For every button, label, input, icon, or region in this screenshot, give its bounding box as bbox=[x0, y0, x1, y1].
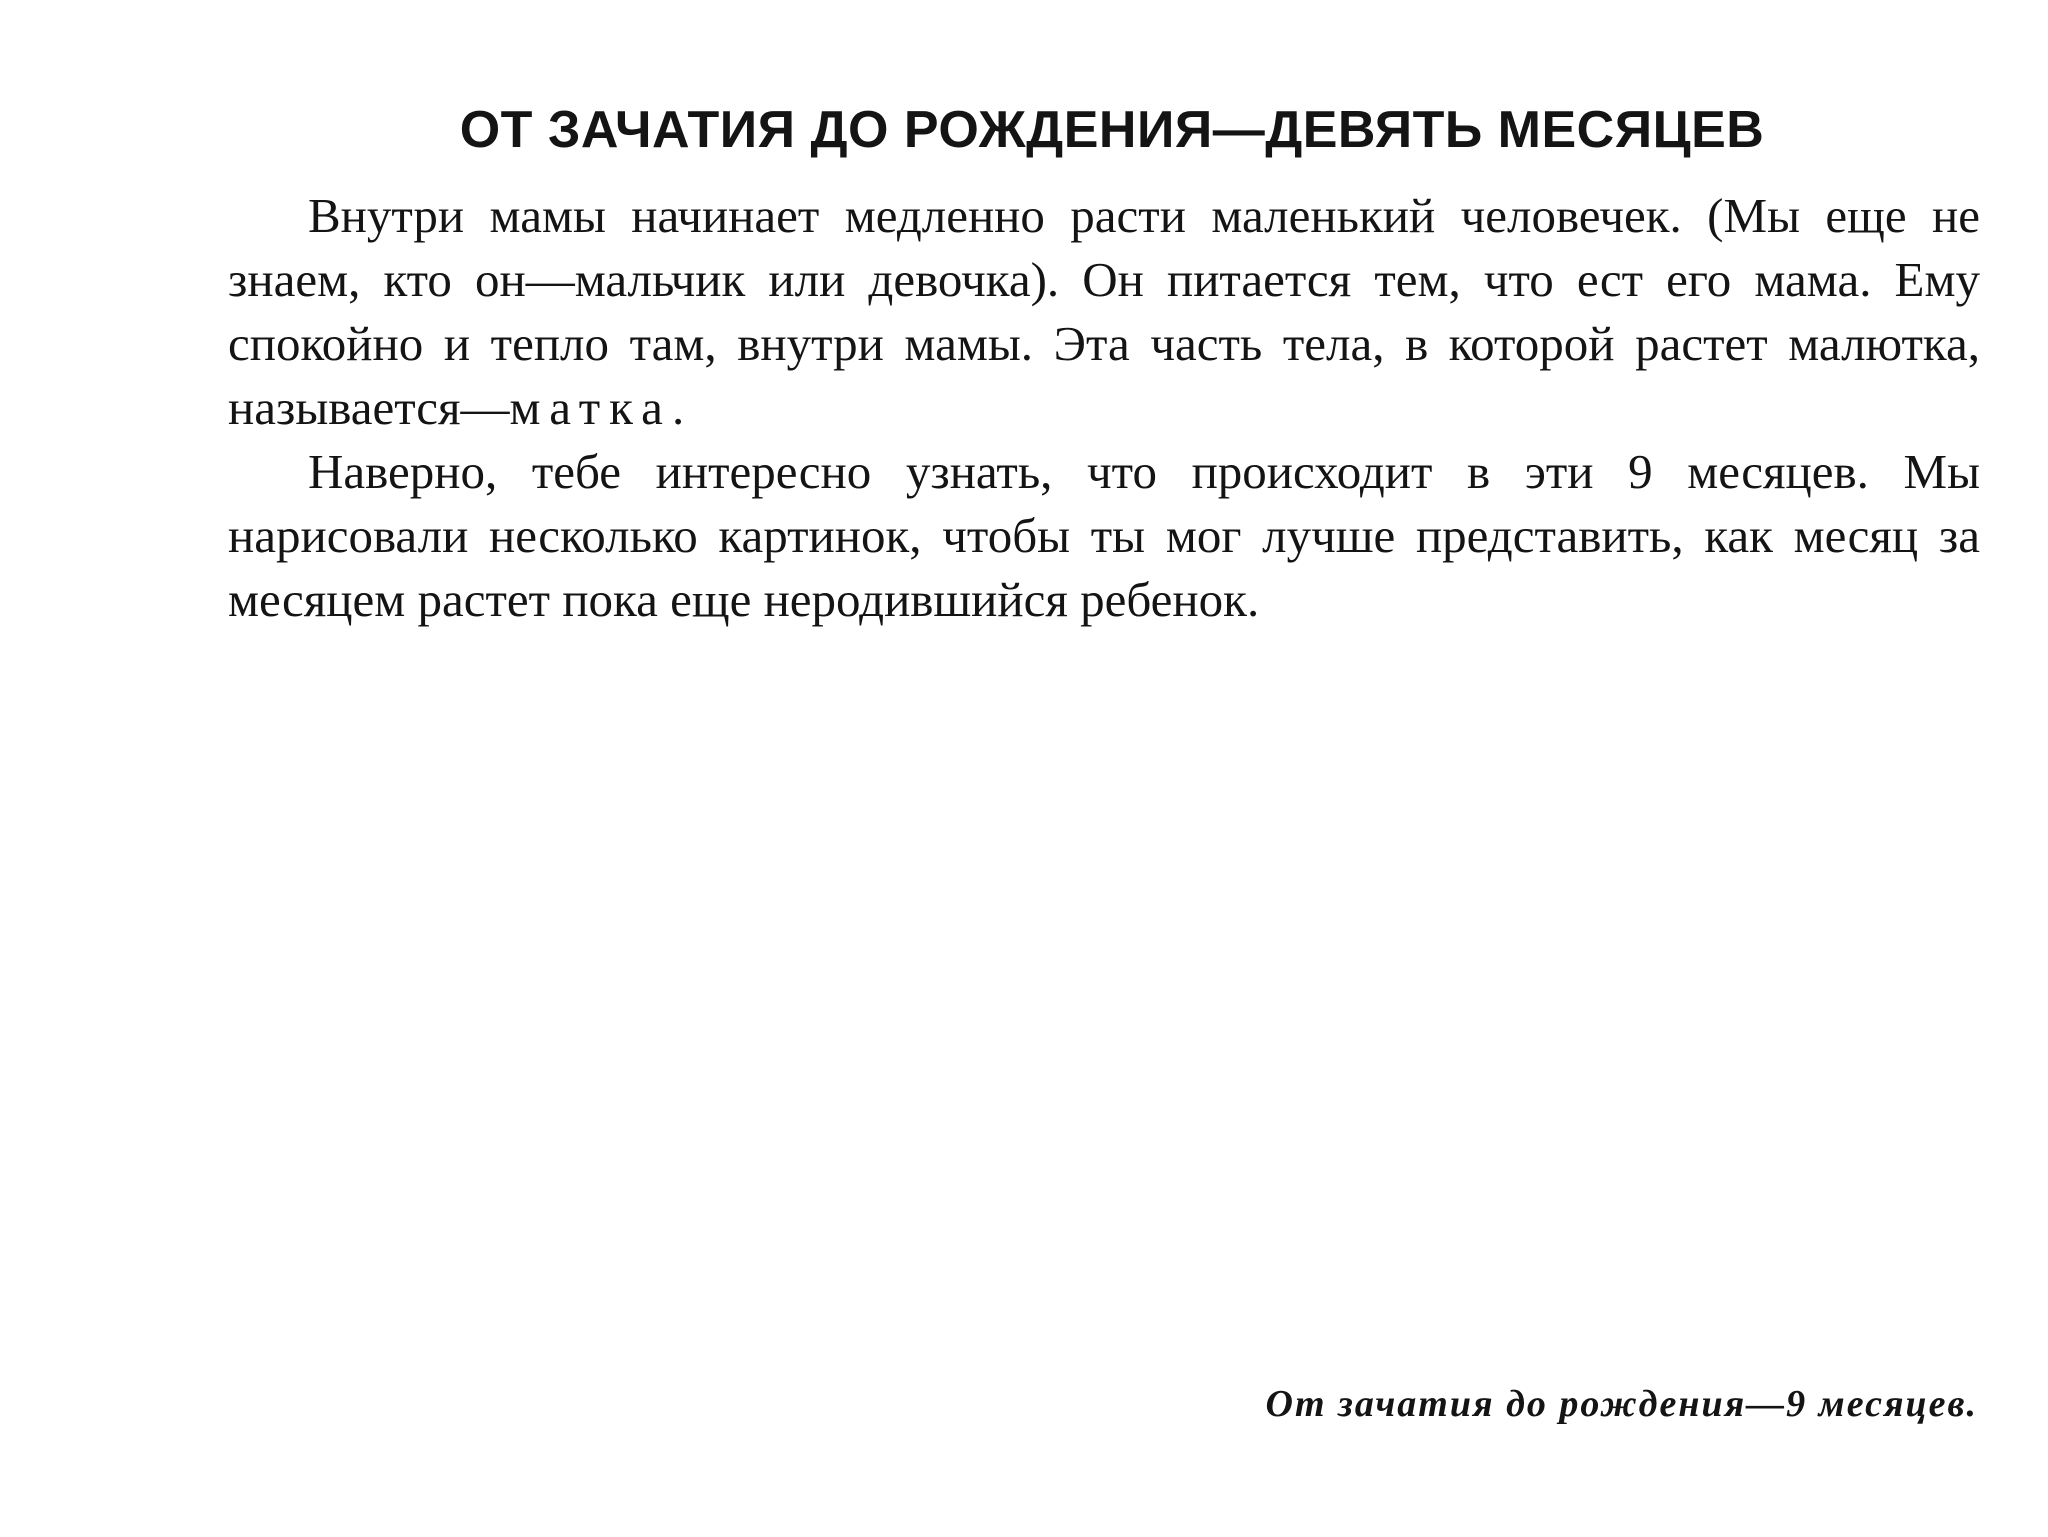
paragraph-1 bbox=[228, 184, 1980, 440]
emphasized-term: матка bbox=[509, 380, 672, 435]
caption: От зачатия до рождения—9 месяцев. bbox=[1265, 1383, 1978, 1425]
paragraph-1-ending: . bbox=[671, 380, 685, 435]
page-title: ОТ ЗАЧАТИЯ ДО РОЖДЕНИЯ—ДЕВЯТЬ МЕСЯЦЕВ bbox=[459, 101, 1765, 159]
body-text bbox=[228, 184, 1980, 632]
paragraph-2: Наверно, тебе интересно узнать, что происходит в эти 9 месяцев. Мы нарисовали несколько картинок, чтобы ты мог лучше представить, как месяц за месяцем растет пока еще неродившийся ребенок. bbox=[228, 444, 1980, 627]
paragraph-1-text: Внутри мамы начинает медленно расти маленький человечек. (Мы еще не знаем, кто он—мальчик или девочка). Он питается тем, что ест его мама. Ему спокойно и тепло там, внутри мамы. Эта часть тела, в которой растет малютка, называется— bbox=[228, 188, 1980, 435]
